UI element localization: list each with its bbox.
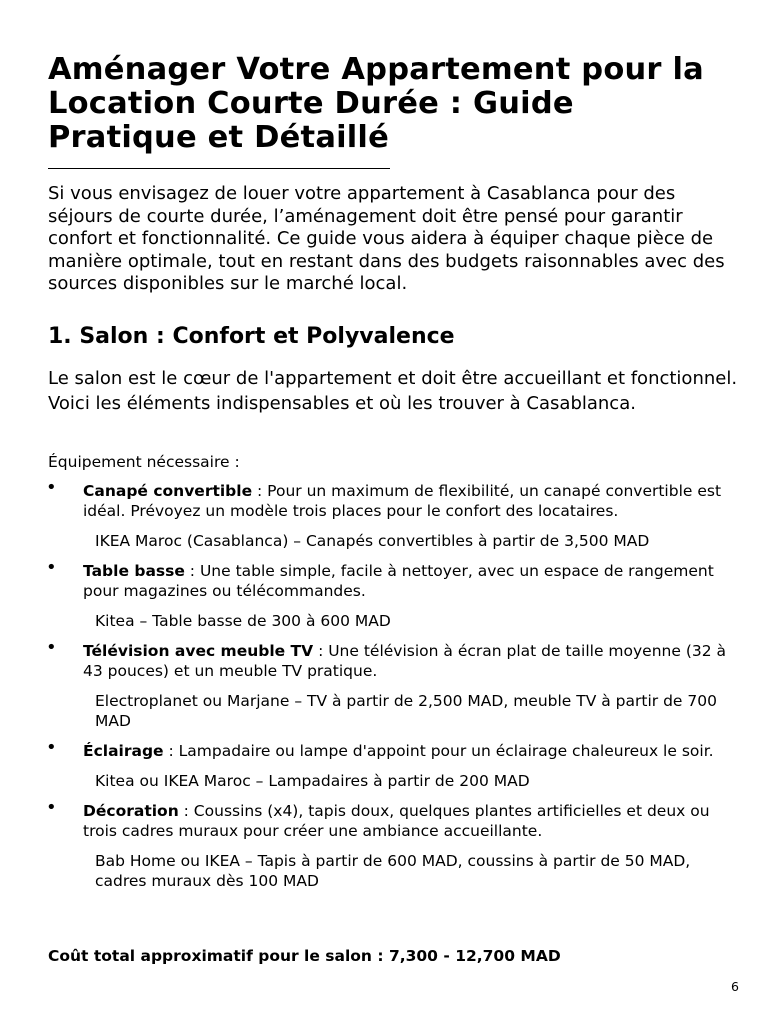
item-source: Kitea ou IKEA Maroc – Lampadaires à partir de 200 MAD	[95, 772, 530, 790]
list-item	[46, 557, 748, 631]
item-text: : Lampadaire ou lampe d'appoint pour un éclairage chaleureux le soir.	[163, 742, 714, 760]
list-item	[46, 477, 748, 551]
equipment-list	[46, 477, 748, 891]
item-text: : Coussins (x4), tapis doux, quelques plantes artificielles et deux ou trois cadres muraux pour créer une ambiance accueillante.	[83, 802, 710, 840]
item-description	[83, 561, 743, 601]
bullet-icon: •	[46, 737, 57, 758]
list-item	[46, 737, 748, 791]
bullet-icon: •	[46, 477, 57, 498]
item-source: Electroplanet ou Marjane – TV à partir de 2,500 MAD, meuble TV à partir de 700 MAD	[95, 692, 717, 730]
total-cost: Coût total approximatif pour le salon : 7,300 - 12,700 MAD	[48, 947, 561, 965]
bullet-icon: •	[46, 557, 57, 578]
section-lead-paragraph: Le salon est le cœur de l'appartement et doit être accueillant et fonctionnel. Voici les éléments indispensables et où les trouver à Casablanca.	[48, 368, 738, 414]
item-source: IKEA Maroc (Casablanca) – Canapés convertibles à partir de 3,500 MAD	[95, 532, 650, 550]
item-name: Canapé convertible	[83, 482, 253, 500]
list-item	[46, 797, 748, 891]
item-name: Table basse	[83, 562, 185, 580]
item-text: : Pour un maximum de flexibilité, un canapé convertible est idéal. Prévoyez un modèle trois places pour le confort des locataires.	[83, 482, 722, 520]
item-description	[83, 801, 743, 841]
item-description	[83, 741, 743, 761]
item-source: Bab Home ou IKEA – Tapis à partir de 600 MAD, coussins à partir de 50 MAD, cadres muraux dès 100 MAD	[95, 852, 691, 890]
item-text: : Une télévision à écran plat de taille moyenne (32 à 43 pouces) et un meuble TV pratique.	[83, 642, 727, 680]
item-source: Kitea – Table basse de 300 à 600 MAD	[95, 612, 391, 630]
bullet-icon: •	[46, 797, 57, 818]
item-name: Télévision avec meuble TV	[83, 642, 314, 660]
item-description	[83, 641, 743, 681]
equipment-label: Équipement nécessaire :	[48, 453, 240, 471]
item-name: Éclairage	[83, 742, 164, 760]
item-name: Décoration	[83, 802, 179, 820]
page-number: 6	[731, 979, 739, 994]
intro-paragraph: Si vous envisagez de louer votre appartement à Casablanca pour des séjours de courte durée, l’aménagement doit être pensé pour garantir confort et fonctionnalité. Ce guide vous aidera à équiper chaque pièce de manière optimale, tout en restant dans des budgets raisonnables avec des sources disponibles sur le marché local.	[48, 183, 725, 294]
bullet-icon: •	[46, 637, 57, 658]
document-title: Aménager Votre Appartement pour la Location Courte Durée : Guide Pratique et Détaillé	[48, 52, 704, 155]
item-text: : Une table simple, facile à nettoyer, avec un espace de rangement pour magazines ou télécommandes.	[83, 562, 714, 600]
section-heading: 1. Salon : Confort et Polyvalence	[48, 324, 455, 349]
list-item	[46, 637, 748, 731]
title-divider	[48, 168, 390, 169]
item-description	[83, 481, 743, 521]
